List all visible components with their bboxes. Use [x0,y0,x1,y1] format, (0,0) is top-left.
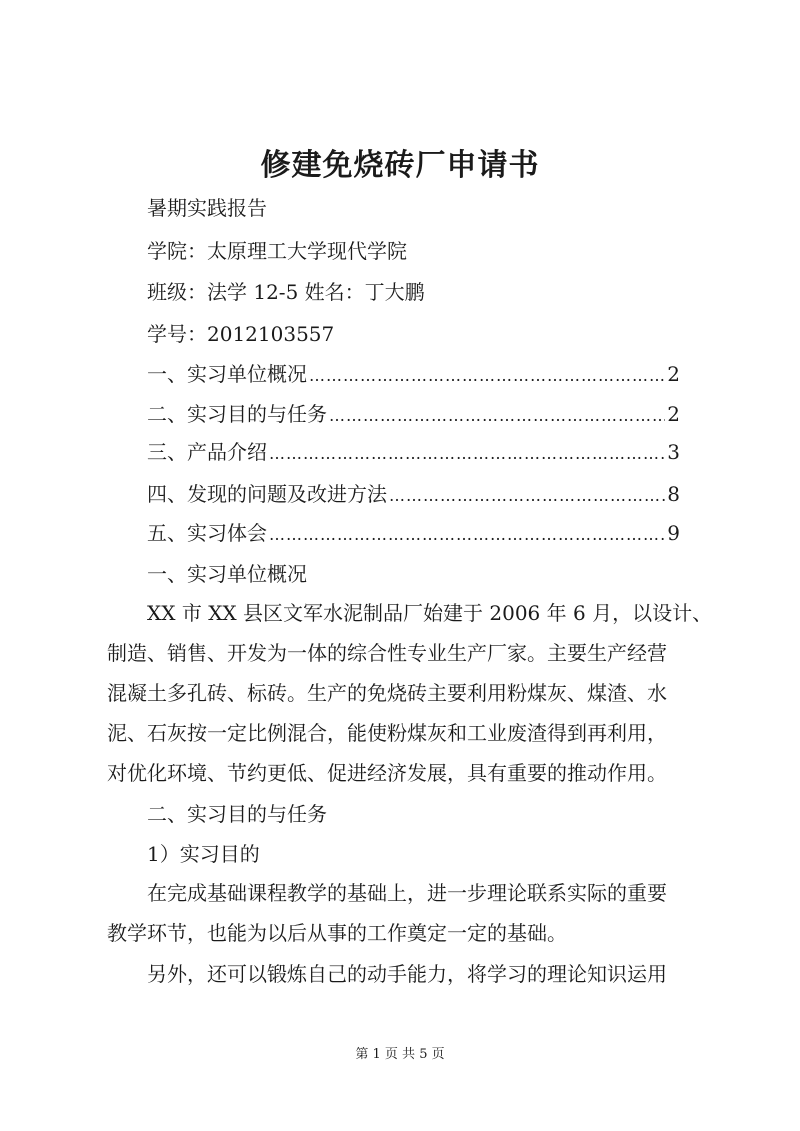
report-type-line: 暑期实践报告 [147,196,267,220]
toc-entry-label: 五、实习体会 [147,521,267,545]
toc-entry-page: 2 [667,402,680,426]
document-title: 修建免烧砖厂申请书 [260,148,540,183]
toc-entry-label: 四、发现的问题及改进方法 [147,482,387,506]
section-heading: 一、实习单位概况 [147,562,307,586]
toc-entry-page: 8 [667,482,680,506]
toc-leader-dots [389,486,665,505]
page-footer: 第 1 页 共 5 页 [355,1047,445,1062]
section-heading: 二、实习目的与任务 [147,802,327,826]
toc-leader-dots [329,406,665,425]
toc-entry[interactable] [147,358,680,387]
college-line: 学院：太原理工大学现代学院 [147,239,407,263]
subsection-heading: 1）实习目的 [147,842,260,866]
toc-entry[interactable] [147,398,680,427]
body-text-line: 混凝土多孔砖、标砖。生产的免烧砖主要利用粉煤灰、煤渣、水 [107,681,667,705]
body-text-line: 教学环节，也能为以后从事的工作奠定一定的基础。 [107,921,567,945]
body-text-line: 另外，还可以锻炼自己的动手能力，将学习的理论知识运用 [147,962,667,986]
toc-entry[interactable] [147,517,680,546]
student-id-line: 学号：2012103557 [147,322,335,346]
body-text-line: 泥、石灰按一定比例混合，能使粉煤灰和工业废渣得到再利用， [107,721,667,745]
body-text-line: 制造、销售、开发为一体的综合性专业生产厂家。主要生产经营 [107,641,667,665]
toc-entry-page: 3 [667,440,680,464]
toc-leader-dots [309,366,665,385]
body-text-line: XX 市 XX 县区文军水泥制品厂始建于 2006 年 6 月，以设计、 [147,601,713,625]
body-text-line: 对优化环境、节约更低、促进经济发展，具有重要的推动作用。 [107,761,667,785]
class-name-line: 班级：法学 12-5 姓名：丁大鹏 [147,280,425,304]
toc-entry-page: 9 [667,521,680,545]
toc-entry-label: 三、产品介绍 [147,440,267,464]
body-text-line: 在完成基础课程教学的基础上，进一步理论联系实际的重要 [147,881,667,905]
toc-leader-dots [269,525,665,544]
toc-entry-label: 一、实习单位概况 [147,362,307,386]
toc-entry[interactable] [147,436,680,465]
toc-entry-label: 二、实习目的与任务 [147,402,327,426]
toc-entry-page: 2 [667,362,680,386]
toc-entry[interactable] [147,478,680,507]
toc-leader-dots [269,444,665,463]
